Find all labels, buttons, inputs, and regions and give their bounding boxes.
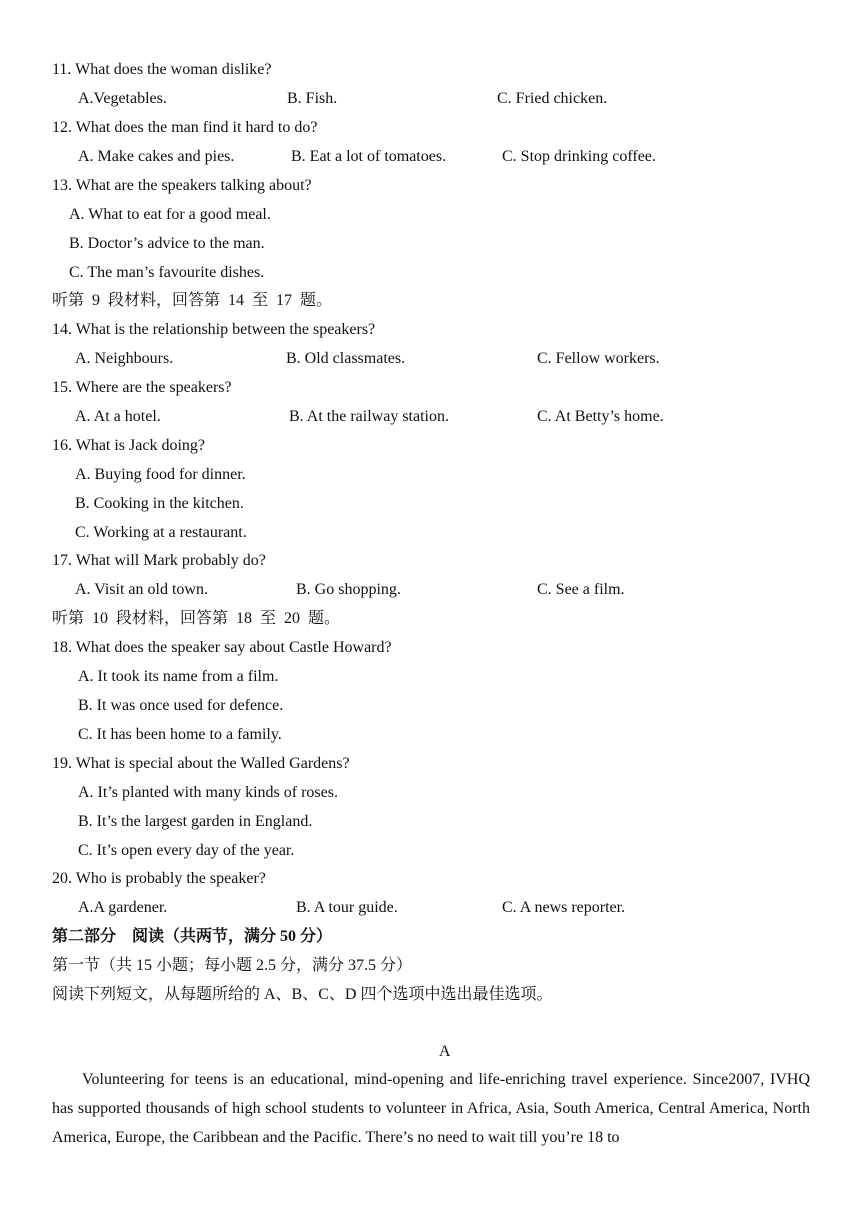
- q17-option-c: C. See a film.: [537, 581, 625, 598]
- part2-heading: 第二部分 阅读（共两节，满分 50 分）: [52, 928, 333, 945]
- reading-instruction: 阅读下列短文，从每题所给的 A、B、C、D 四个选项中选出最佳选项。: [52, 986, 553, 1003]
- q14-option-a: A. Neighbours.: [75, 350, 174, 367]
- q20-option-a: A.A gardener.: [78, 899, 168, 916]
- listening-instruction-9: 听第 9 段材料，回答第 14 至 17 题。: [52, 292, 333, 309]
- section1-heading: 第一节（共 15 小题；每小题 2.5 分，满分 37.5 分）: [52, 957, 413, 974]
- q14-option-b: B. Old classmates.: [286, 350, 406, 367]
- q13-option-b: B. Doctor’s advice to the man.: [69, 235, 265, 252]
- passage-text: Volunteering for teens is an educational, mind-opening and life-enriching travel experience. Since2007, IVHQ has supported thousands of high school students to volunteer in Africa, Asia, South America, Central America, North America, Europe, the Caribbean and the Pacific. There’s no need to wait till you’re 18 to: [52, 1071, 810, 1146]
- listening-instruction-10: 听第 10 段材料，回答第 18 至 20 题。: [52, 610, 341, 627]
- passage-label: A: [439, 1043, 451, 1060]
- q15-option-b: B. At the railway station.: [289, 408, 449, 425]
- q11-option-c: C. Fried chicken.: [497, 90, 608, 107]
- q12-option-c: C. Stop drinking coffee.: [502, 148, 656, 165]
- q17-option-b: B. Go shopping.: [296, 581, 401, 598]
- q13-stem: 13. What are the speakers talking about?: [52, 177, 312, 194]
- q14-option-c: C. Fellow workers.: [537, 350, 660, 367]
- q16-option-c: C. Working at a restaurant.: [75, 524, 247, 541]
- q15-stem: 15. Where are the speakers?: [52, 379, 232, 396]
- q17-stem: 17. What will Mark probably do?: [52, 552, 266, 569]
- q12-stem: 12. What does the man find it hard to do?: [52, 119, 318, 136]
- q20-option-c: C. A news reporter.: [502, 899, 626, 916]
- q18-option-c: C. It has been home to a family.: [78, 726, 282, 743]
- q19-option-a: A. It’s planted with many kinds of roses.: [78, 784, 338, 801]
- q20-option-b: B. A tour guide.: [296, 899, 398, 916]
- q18-stem: 18. What does the speaker say about Castle Howard?: [52, 639, 392, 656]
- q16-option-b: B. Cooking in the kitchen.: [75, 495, 244, 512]
- q13-option-c: C. The man’s favourite dishes.: [69, 264, 265, 281]
- q20-stem: 20. Who is probably the speaker?: [52, 870, 266, 887]
- q17-option-a: A. Visit an old town.: [75, 581, 208, 598]
- q11-option-b: B. Fish.: [287, 90, 338, 107]
- q19-stem: 19. What is special about the Walled Gardens?: [52, 755, 350, 772]
- q12-option-b: B. Eat a lot of tomatoes.: [291, 148, 447, 165]
- q13-option-a: A. What to eat for a good meal.: [69, 206, 271, 223]
- q12-option-a: A. Make cakes and pies.: [78, 148, 235, 165]
- q16-stem: 16. What is Jack doing?: [52, 437, 206, 454]
- q18-option-a: A. It took its name from a film.: [78, 668, 279, 685]
- q14-stem: 14. What is the relationship between the speakers?: [52, 321, 376, 338]
- q18-option-b: B. It was once used for defence.: [78, 697, 284, 714]
- q11-stem: 11. What does the woman dislike?: [52, 61, 272, 78]
- q19-option-c: C. It’s open every day of the year.: [78, 842, 295, 859]
- q15-option-a: A. At a hotel.: [75, 408, 161, 425]
- q16-option-a: A. Buying food for dinner.: [75, 466, 246, 483]
- q15-option-c: C. At Betty’s home.: [537, 408, 664, 425]
- q19-option-b: B. It’s the largest garden in England.: [78, 813, 313, 830]
- q11-option-a: A.Vegetables.: [78, 90, 167, 107]
